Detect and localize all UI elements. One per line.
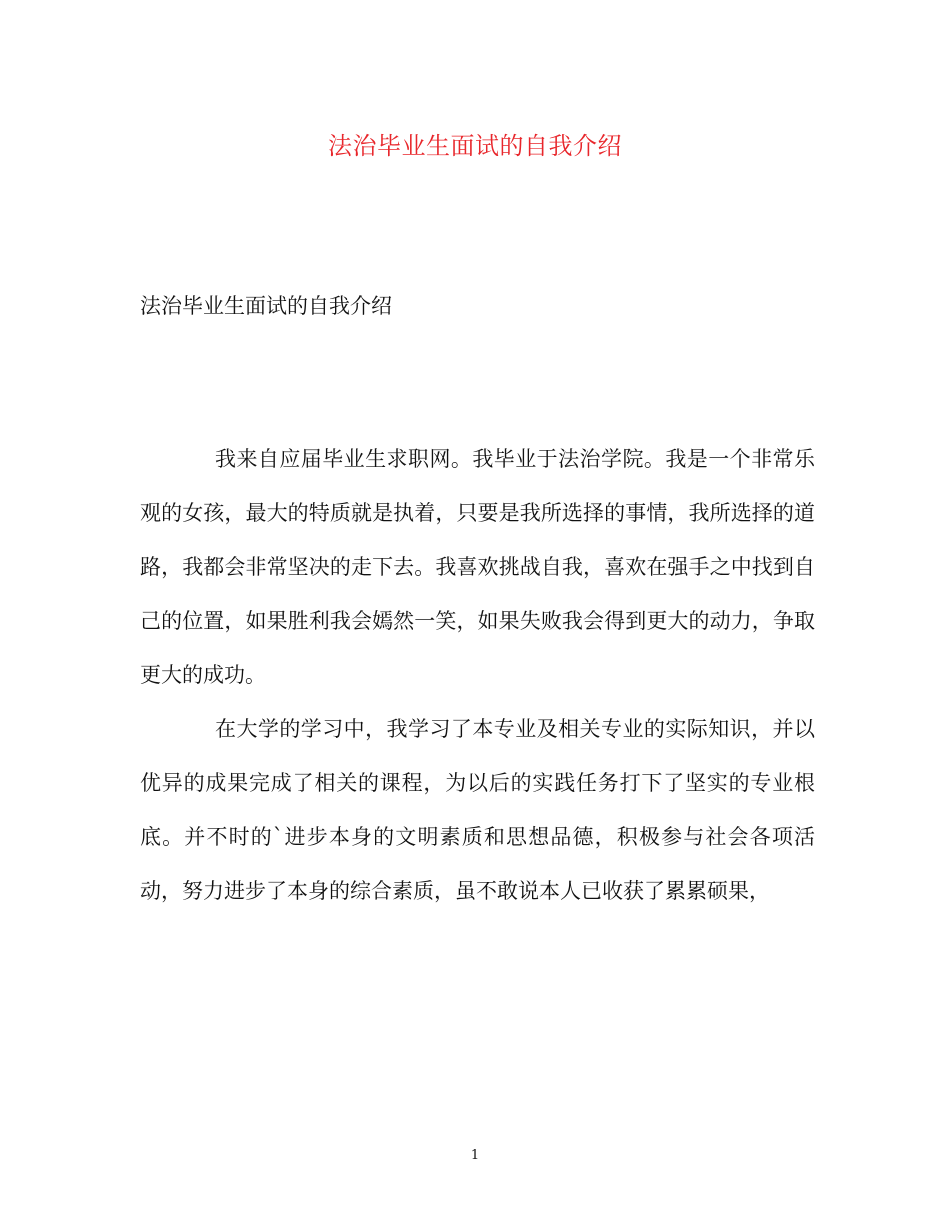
document-subtitle: 法治毕业生面试的自我介绍 <box>140 294 392 318</box>
document-body <box>140 432 815 918</box>
page-number: 1 <box>470 1148 480 1163</box>
paragraph-2: 在大学的学习中，我学习了本专业及相关专业的实际知识，并以优异的成果完成了相关的课程，为以后的实践任务打下了坚实的专业根底。并不时的`进步本身的文明素质和思想品德，积极参与社会各项活动，努力进步了本身的综合素质，虽不敢说本人已收获了累累硕果， <box>140 717 815 903</box>
document-title: 法治毕业生面试的自我介绍 <box>328 132 622 160</box>
paragraph-1: 我来自应届毕业生求职网。我毕业于法治学院。我是一个非常乐观的女孩，最大的特质就是执着，只要是我所选择的事情，我所选择的道路，我都会非常坚决的走下去。我喜欢挑战自我，喜欢在强手之中找到自己的位置，如果胜利我会嫣然一笑，如果失败我会得到更大的动力，争取更大的成功。 <box>140 447 815 687</box>
